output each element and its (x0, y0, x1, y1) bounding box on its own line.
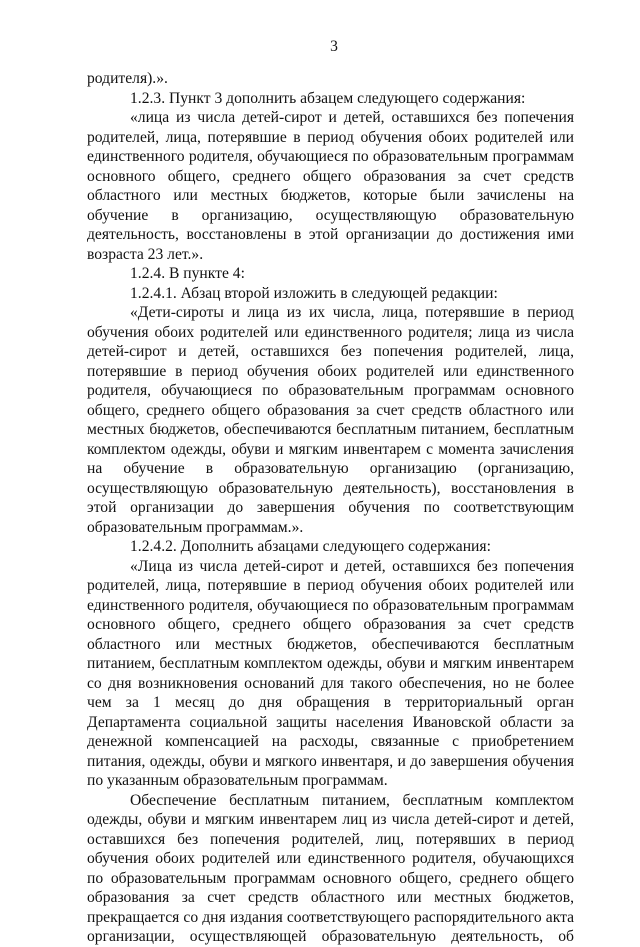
page-number: 3 (330, 38, 338, 55)
paragraph-quote-orphans-provision: «Дети-сироты и лица из их числа, лица, потерявшие в период обучения обоих родителей или единственного родителя; лица из числа детей-сирот и детей, оставшихся без попечения родителей, лица, потерявшие в период обучения обоих родителей или единственного родителя, обучающиеся по образовательным программам основного общего, среднего общего образования за счет средств областного или местных бюджетов, обеспечиваются бесплатным питанием, бесплатным комплектом одежды, обуви и мягким инвентарем с момента зачисления на обучение в образовательную организацию (организацию, осуществляющую образовательную деятельность), восстановления в этой организации до завершения обучения по соответствующим образовательным программам.». (87, 304, 574, 536)
paragraph-quote-orphans-23: «лица из числа детей-сирот и детей, оставшихся без попечения родителей, лица, потерявшие в период обучения обоих родителей или единственного родителя, обучающиеся по образовательным программам основного общего, среднего общего образования за счет средств областного или местных бюджетов, которые были зачислены на обучение в организацию, осуществляющую образовательную деятельность, восстановлены в этой организации до достижения ими возраста 23 лет.». (87, 109, 574, 263)
paragraph-item-1-2-4: 1.2.4. В пункте 4: (130, 265, 245, 282)
paragraph-item-1-2-3: 1.2.3. Пункт 3 дополнить абзацем следующего содержания: (130, 89, 526, 107)
document-body (87, 69, 574, 947)
paragraph-quote-compensation: «Лица из числа детей-сирот и детей, оставшихся без попечения родителей, лица, потерявшие в период обучения обоих родителей или единственного родителя, обучающиеся по образовательным программам основного общего, среднего общего образования за счет средств областного или местных бюджетов, обеспечиваются бесплатным питанием, бесплатным комплектом одежды, обуви и мягким инвентарем со дня возникновения оснований для такого обеспечения, но не более чем за 1 месяц до дня обращения в территориальный орган Департамента социальной защиты населения Ивановской области за денежной компенсацией на расходы, связанные с приобретением питания, одежды, обуви и мягкого инвентаря, и до завершения обучения по указанным образовательным программам. (87, 557, 574, 789)
paragraph-continuation: родителя).». (87, 70, 168, 87)
paragraph-item-1-2-4-1: 1.2.4.1. Абзац второй изложить в следующей редакции: (130, 284, 498, 302)
paragraph-item-1-2-4-2: 1.2.4.2. Дополнить абзацами следующего содержания: (130, 538, 491, 555)
paragraph-provision-termination: Обеспечение бесплатным питанием, бесплатным комплектом одежды, обуви и мягким инвентарем лиц из числа детей-сирот и детей, оставшихся без попечения родителей, лиц, потерявших в период обучения обоих родителей или единственного родителя, обучающихся по образовательным программам основного общего, среднего общего образования за счет средств областного или местных бюджетов, прекращается со дня издания соответствующего распорядительного акта организации, осуществляющей образовательную деятельность, об (87, 791, 574, 945)
